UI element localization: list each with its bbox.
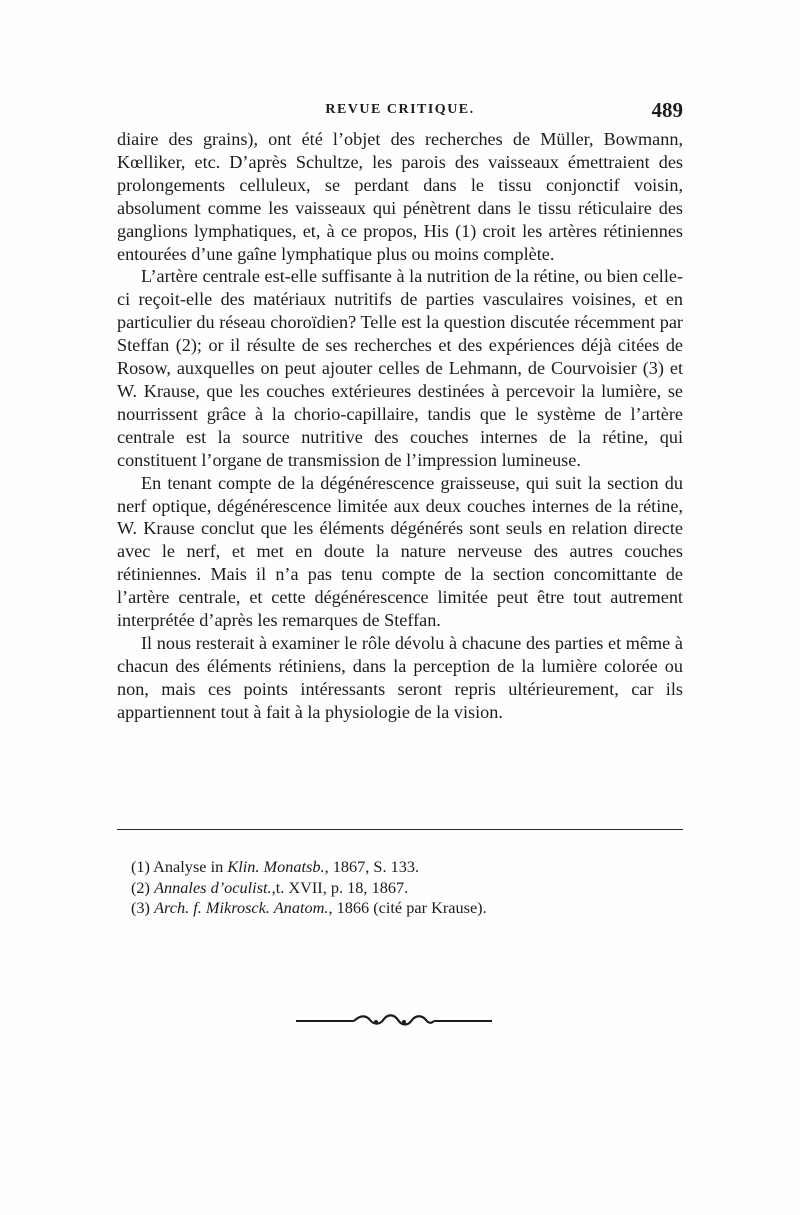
footnote-mark: (1) <box>131 857 150 876</box>
footnote-work: Annales d’oculist. <box>154 877 272 897</box>
paragraph-conclusion: Il nous resterait à examiner le rôle dévolu à chacune des parties et même à chacun des éléments rétiniens, dans la perception de la lumière colorée ou non, mais ces points intéressants seront repris ultérieurement, car ils appartiennent tout à fait à la physiologie de la vision. <box>117 632 683 722</box>
tailpiece-ornament-icon <box>296 1012 492 1030</box>
footnotes <box>131 857 651 919</box>
paragraph-degeneration: En tenant compte de la dégénérescence graisseuse, qui suit la section du nerf optique, dégénérescence limitée aux deux couches internes de la rétine, W. Krause conclut que les éléments dégénérés sont seuls en relation directe avec le nerf, et met en doute la nature nerveuse des autres couches rétiniennes. Mais il n’a pas tenu compte de la section concomittante de l’artère centrale, et cette dégénérescence limitée peut être tout autrement interprétée d’après les remarques de Steffan. <box>117 472 683 631</box>
footnote-post: , 1866 (cité par Krause). <box>328 898 487 917</box>
body-text <box>117 128 683 724</box>
footnote-3 <box>131 898 651 919</box>
paragraph-continued: diaire des grains), ont été l’objet des recherches de Müller, Bowmann, Kœlliker, etc. D’après Schultze, les parois des vaisseaux émettraient des prolongements celluleux, se perdant dans le tissu conjonctif voisin, absolument comme les vaisseaux qui pénètrent dans le tissu réticulaire des ganglions lymphatiques, et, à ce propos, His (1) croit les artères rétiniennes entourées d’une gaîne lymphatique plus ou moins complète. <box>117 129 683 264</box>
footnote-rule <box>117 829 683 830</box>
footnote-1 <box>131 857 651 878</box>
footnote-post: , 1867, S. 133. <box>324 857 420 876</box>
footnote-post: ,t. XVII, p. 18, 1867. <box>271 877 409 897</box>
running-head <box>117 98 683 126</box>
page-number: 489 <box>651 98 683 122</box>
footnote-2 <box>131 878 651 899</box>
paragraph-central-artery: L’artère centrale est-elle suffisante à la nutrition de la rétine, ou bien celle-ci reçoit-elle des matériaux nutritifs de parties vasculaires voisines, et en particulier du réseau choroïdien? Telle est la question discutée récemment par Steffan (2); or il résulte de ses recherches et des expériences déjà citées de Rosow, auxquelles on peut ajouter celles de Lehmann, de Courvoisier (3) et W. Krause, que les couches extérieures destinées à percevoir la lumière, se nourrissent grâce à la chorio-capillaire, tandis que le système de l’artère centrale est la source nutritive des couches internes de la rétine, qui constituent l’organe de transmission de l’impression lumineuse. <box>117 266 683 470</box>
footnote-mark: (2) <box>131 877 150 897</box>
footnote-pre: Analyse in <box>153 857 224 876</box>
footnote-work: Klin. Monatsb. <box>227 857 325 876</box>
footnote-mark: (3) <box>131 898 150 917</box>
footnote-work: Arch. f. Mikrosck. Anatom. <box>154 898 329 917</box>
running-title: REVUE CRITIQUE. <box>325 102 475 117</box>
